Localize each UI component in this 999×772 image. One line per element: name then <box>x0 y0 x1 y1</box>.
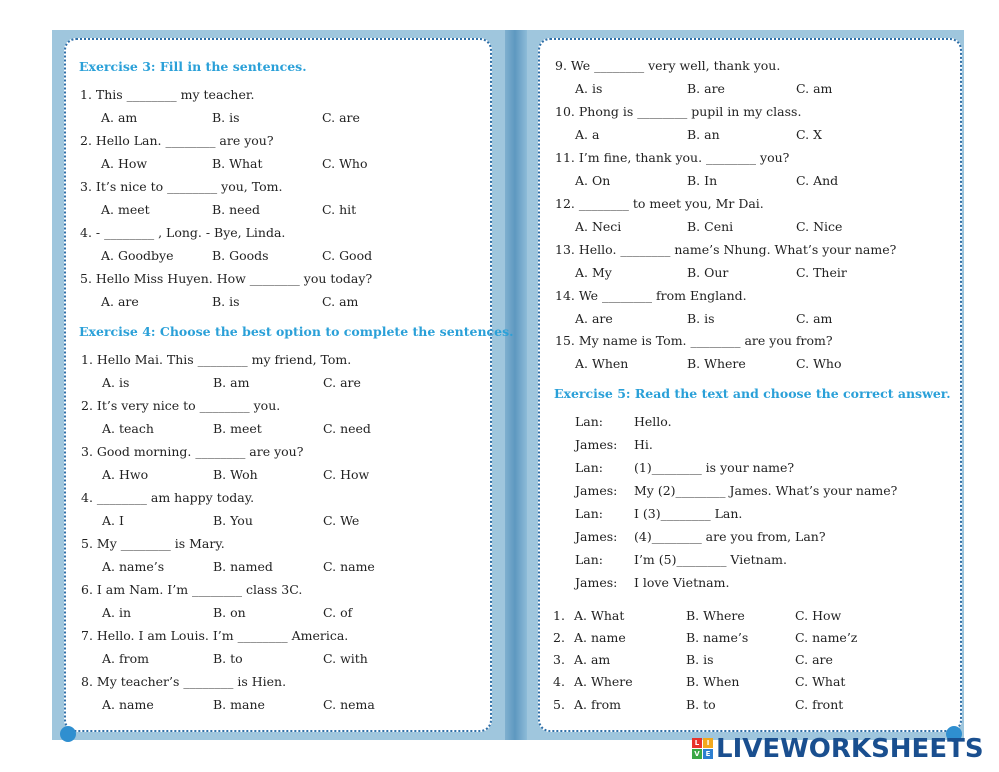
answer-number: 4. <box>553 674 565 689</box>
option-a[interactable]: A. in <box>102 605 132 620</box>
option-c[interactable]: C. am <box>322 294 359 309</box>
option-b[interactable]: B. is <box>687 311 715 326</box>
option-c[interactable]: C. X <box>796 127 822 142</box>
option-c[interactable]: C. What <box>795 674 846 689</box>
option-c[interactable]: C. front <box>795 697 844 712</box>
option-b[interactable]: B. is <box>212 294 240 309</box>
option-c[interactable]: C. are <box>323 375 361 390</box>
option-b[interactable]: B. mane <box>213 697 265 712</box>
option-c[interactable]: C. of <box>323 605 353 620</box>
question-text: 9. We ________ very well, thank you. <box>555 58 781 73</box>
option-a[interactable]: A. teach <box>102 421 154 436</box>
exercise-4-title: Exercise 4: Choose the best option to complete the sentences. <box>79 324 514 339</box>
option-b[interactable]: B. In <box>687 173 718 188</box>
option-a[interactable]: A. name <box>102 697 154 712</box>
option-b[interactable]: B. meet <box>213 421 262 436</box>
option-b[interactable]: B. is <box>686 652 714 667</box>
dialogue-line: I’m (5)________ Vietnam. <box>634 552 787 567</box>
liveworksheets-wordmark: LIVEWORKSHEETS <box>716 734 984 764</box>
option-c[interactable]: C. Who <box>322 156 368 171</box>
question-text: 3. Good morning. ________ are you? <box>81 444 304 459</box>
dialogue-line: I love Vietnam. <box>634 575 730 590</box>
question-text: 5. Hello Miss Huyen. How ________ you today? <box>80 271 373 286</box>
option-b[interactable]: B. Woh <box>213 467 258 482</box>
option-a[interactable]: A. How <box>101 156 148 171</box>
dialogue-speaker: James: <box>575 529 618 544</box>
option-c[interactable]: C. with <box>323 651 368 666</box>
page-corner-dot <box>60 726 76 742</box>
option-a[interactable]: A. What <box>574 608 625 623</box>
option-b[interactable]: B. to <box>686 697 716 712</box>
dialogue-speaker: Lan: <box>575 460 604 475</box>
option-a[interactable]: A. am <box>101 110 138 125</box>
option-c[interactable]: C. hit <box>322 202 357 217</box>
option-a[interactable]: A. Goodbye <box>101 248 174 263</box>
dialogue-speaker: Lan: <box>575 414 604 429</box>
option-a[interactable]: A. name <box>574 630 626 645</box>
dialogue-line: I (3)________ Lan. <box>634 506 743 521</box>
option-b[interactable]: B. an <box>687 127 720 142</box>
option-b[interactable]: B. Where <box>686 608 745 623</box>
option-c[interactable]: C. Good <box>322 248 373 263</box>
option-a[interactable]: A. is <box>575 81 603 96</box>
option-c[interactable]: C. Nice <box>796 219 843 234</box>
option-c[interactable]: C. How <box>795 608 842 623</box>
option-a[interactable]: A. are <box>101 294 139 309</box>
option-a[interactable]: A. are <box>575 311 613 326</box>
option-a[interactable]: A. is <box>102 375 130 390</box>
option-c[interactable]: C. How <box>323 467 370 482</box>
option-b[interactable]: B. is <box>212 110 240 125</box>
question-text: 14. We ________ from England. <box>555 288 747 303</box>
option-c[interactable]: C. We <box>323 513 360 528</box>
option-c[interactable]: C. name <box>323 559 375 574</box>
option-c[interactable]: C. am <box>796 311 833 326</box>
option-b[interactable]: B. to <box>213 651 243 666</box>
option-c[interactable]: C. And <box>796 173 839 188</box>
question-text: 4. - ________ , Long. - Bye, Linda. <box>80 225 286 240</box>
exercise-3-title: Exercise 3: Fill in the sentences. <box>79 59 307 74</box>
option-a[interactable]: A. name’s <box>102 559 165 574</box>
question-text: 5. My ________ is Mary. <box>81 536 225 551</box>
option-c[interactable]: C. nema <box>323 697 375 712</box>
liveworksheets-logo-icon: L I V E <box>692 738 714 760</box>
exercise-5-title: Exercise 5: Read the text and choose the correct answer. <box>554 386 951 401</box>
option-a[interactable]: A. from <box>102 651 149 666</box>
option-a[interactable]: A. a <box>575 127 600 142</box>
option-b[interactable]: B. on <box>213 605 246 620</box>
answer-number: 5. <box>553 697 565 712</box>
option-a[interactable]: A. Hwo <box>102 467 149 482</box>
dialogue-speaker: Lan: <box>575 552 604 567</box>
liveworksheets-brand <box>692 734 992 764</box>
option-b[interactable]: B. Ceni <box>687 219 734 234</box>
option-c[interactable]: C. am <box>796 81 833 96</box>
question-text: 10. Phong is ________ pupil in my class. <box>555 104 802 119</box>
answer-number: 3. <box>553 652 565 667</box>
dialogue-speaker: James: <box>575 437 618 452</box>
right-page <box>538 38 962 732</box>
question-text: 1. This ________ my teacher. <box>80 87 255 102</box>
dialogue-line: Hello. <box>634 414 672 429</box>
dialogue-line: My (2)________ James. What’s your name? <box>634 483 898 498</box>
book-spine <box>505 30 527 740</box>
option-a[interactable]: A. My <box>575 265 612 280</box>
answer-number: 1. <box>553 608 565 623</box>
answer-number: 2. <box>553 630 565 645</box>
dialogue-speaker: James: <box>575 575 618 590</box>
option-a[interactable]: A. am <box>574 652 611 667</box>
option-b[interactable]: B. What <box>212 156 263 171</box>
question-text: 15. My name is Tom. ________ are you from? <box>555 333 833 348</box>
dialogue-speaker: Lan: <box>575 506 604 521</box>
option-b[interactable]: B. are <box>687 81 725 96</box>
dialogue-line: (1)________ is your name? <box>634 460 795 475</box>
question-text: 2. Hello Lan. ________ are you? <box>80 133 274 148</box>
option-a[interactable]: A. Where <box>574 674 633 689</box>
option-b[interactable]: B. Our <box>687 265 729 280</box>
dialogue-line: (4)________ are you from, Lan? <box>634 529 826 544</box>
option-c[interactable]: C. name’z <box>795 630 858 645</box>
option-c[interactable]: C. are <box>795 652 833 667</box>
question-text: 8. My teacher’s ________ is Hien. <box>81 674 287 689</box>
option-a[interactable]: A. Neci <box>575 219 622 234</box>
option-a[interactable]: A. meet <box>101 202 150 217</box>
option-b[interactable]: B. You <box>213 513 253 528</box>
question-text: 2. It’s very nice to ________ you. <box>81 398 281 413</box>
option-a[interactable]: A. I <box>102 513 124 528</box>
dialogue-line: Hi. <box>634 437 653 452</box>
option-a[interactable]: A. When <box>575 356 629 371</box>
question-text: 1. Hello Mai. This ________ my friend, Tom. <box>81 352 352 367</box>
option-b[interactable]: B. am <box>213 375 250 390</box>
option-c[interactable]: C. are <box>322 110 360 125</box>
option-b[interactable]: B. Goods <box>212 248 269 263</box>
question-text: 11. I’m fine, thank you. ________ you? <box>555 150 790 165</box>
question-text: 6. I am Nam. I’m ________ class 3C. <box>81 582 303 597</box>
option-c[interactable]: C. Their <box>796 265 847 280</box>
question-text: 7. Hello. I am Louis. I’m ________ America. <box>81 628 349 643</box>
question-text: 4. ________ am happy today. <box>81 490 255 505</box>
question-text: 13. Hello. ________ name’s Nhung. What’s your name? <box>555 242 897 257</box>
question-text: 12. ________ to meet you, Mr Dai. <box>555 196 764 211</box>
option-a[interactable]: A. from <box>574 697 621 712</box>
dialogue-speaker: James: <box>575 483 618 498</box>
option-b[interactable]: B. need <box>212 202 260 217</box>
option-c[interactable]: C. need <box>323 421 371 436</box>
question-text: 3. It’s nice to ________ you, Tom. <box>80 179 283 194</box>
option-b[interactable]: B. Where <box>687 356 746 371</box>
option-c[interactable]: C. Who <box>796 356 842 371</box>
option-b[interactable]: B. When <box>686 674 740 689</box>
option-a[interactable]: A. On <box>575 173 611 188</box>
option-b[interactable]: B. named <box>213 559 273 574</box>
option-b[interactable]: B. name’s <box>686 630 749 645</box>
